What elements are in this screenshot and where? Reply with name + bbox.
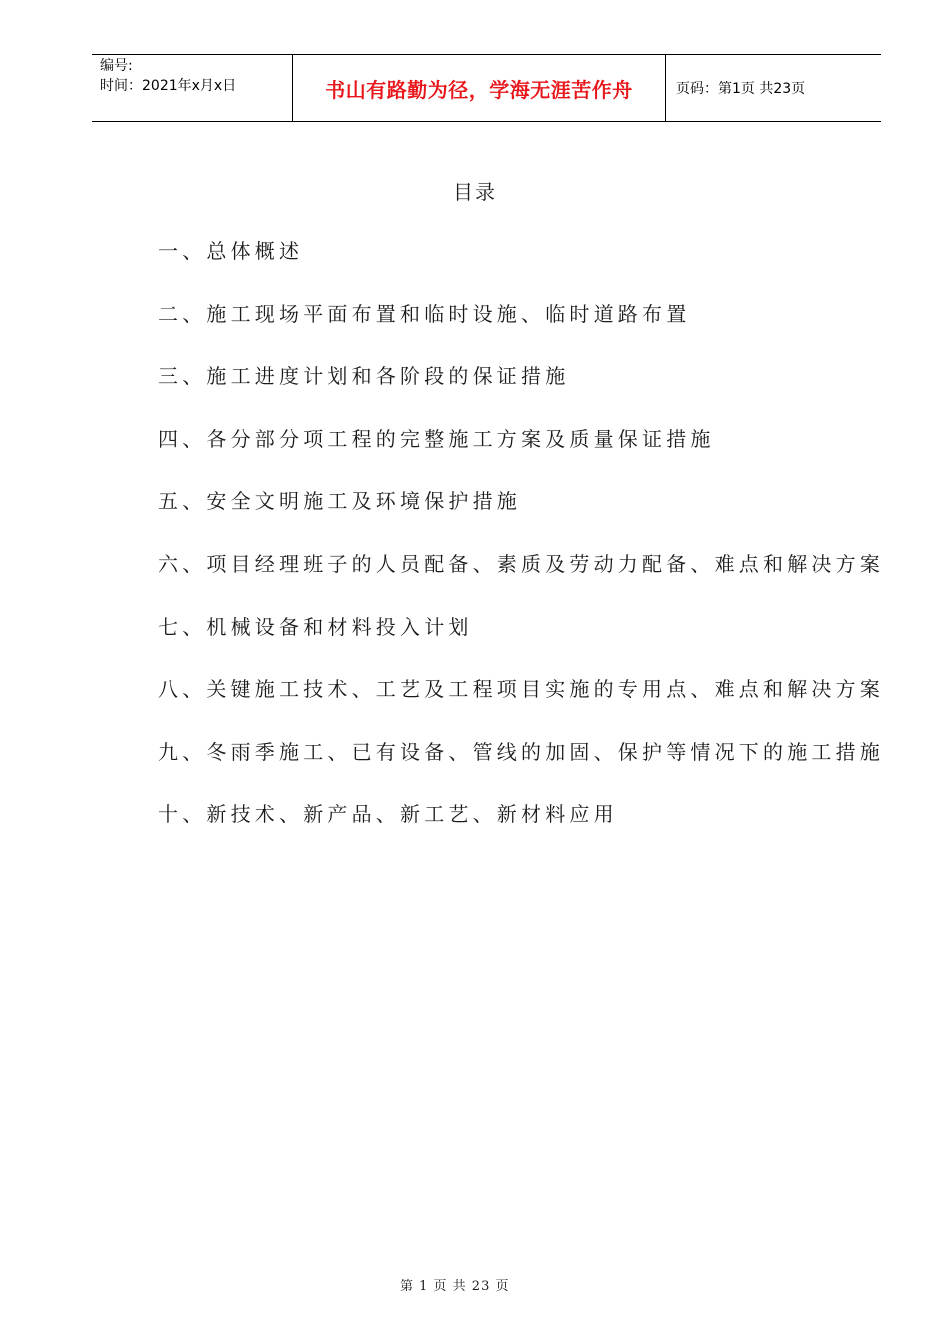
- page-footer: 第 1 页 共 23 页: [400, 1279, 510, 1294]
- toc-item: 四、各分部分项工程的完整施工方案及质量保证措施: [158, 426, 715, 451]
- header-page-cell: [666, 55, 881, 121]
- toc-item: 一、总体概述: [158, 239, 304, 263]
- toc-item: 五、安全文明施工及环境保护措施: [158, 489, 521, 514]
- toc-item: 三、施工进度计划和各阶段的保证措施: [158, 364, 570, 389]
- toc-item: 十、新技术、新产品、新工艺、新材料应用: [158, 802, 618, 827]
- motto-text: 书山有路勤为径，学海无涯苦作舟: [325, 77, 633, 102]
- toc-item: 九、冬雨季施工、已有设备、管线的加固、保护等情况下的施工措施: [158, 739, 884, 764]
- toc-item: 八、关键施工技术、工艺及工程项目实施的专用点、难点和解决方案: [158, 677, 884, 702]
- toc-item: 二、施工现场平面布置和临时设施、临时道路布置: [158, 301, 691, 326]
- document-time-label: 时间：2021年x月x日: [100, 78, 237, 94]
- toc-item: 六、项目经理班子的人员配备、素质及劳动力配备、难点和解决方案: [158, 551, 884, 576]
- page-header: [92, 54, 881, 122]
- toc-title: 目录: [453, 180, 497, 204]
- header-meta: [92, 55, 292, 121]
- toc-item: 七、机械设备和材料投入计划: [158, 614, 473, 639]
- document-number-label: 编号:: [100, 58, 133, 74]
- header-motto-cell: [292, 55, 666, 121]
- header-page-info: 页码：第1页 共23页: [676, 81, 806, 97]
- toc-list: [158, 236, 884, 862]
